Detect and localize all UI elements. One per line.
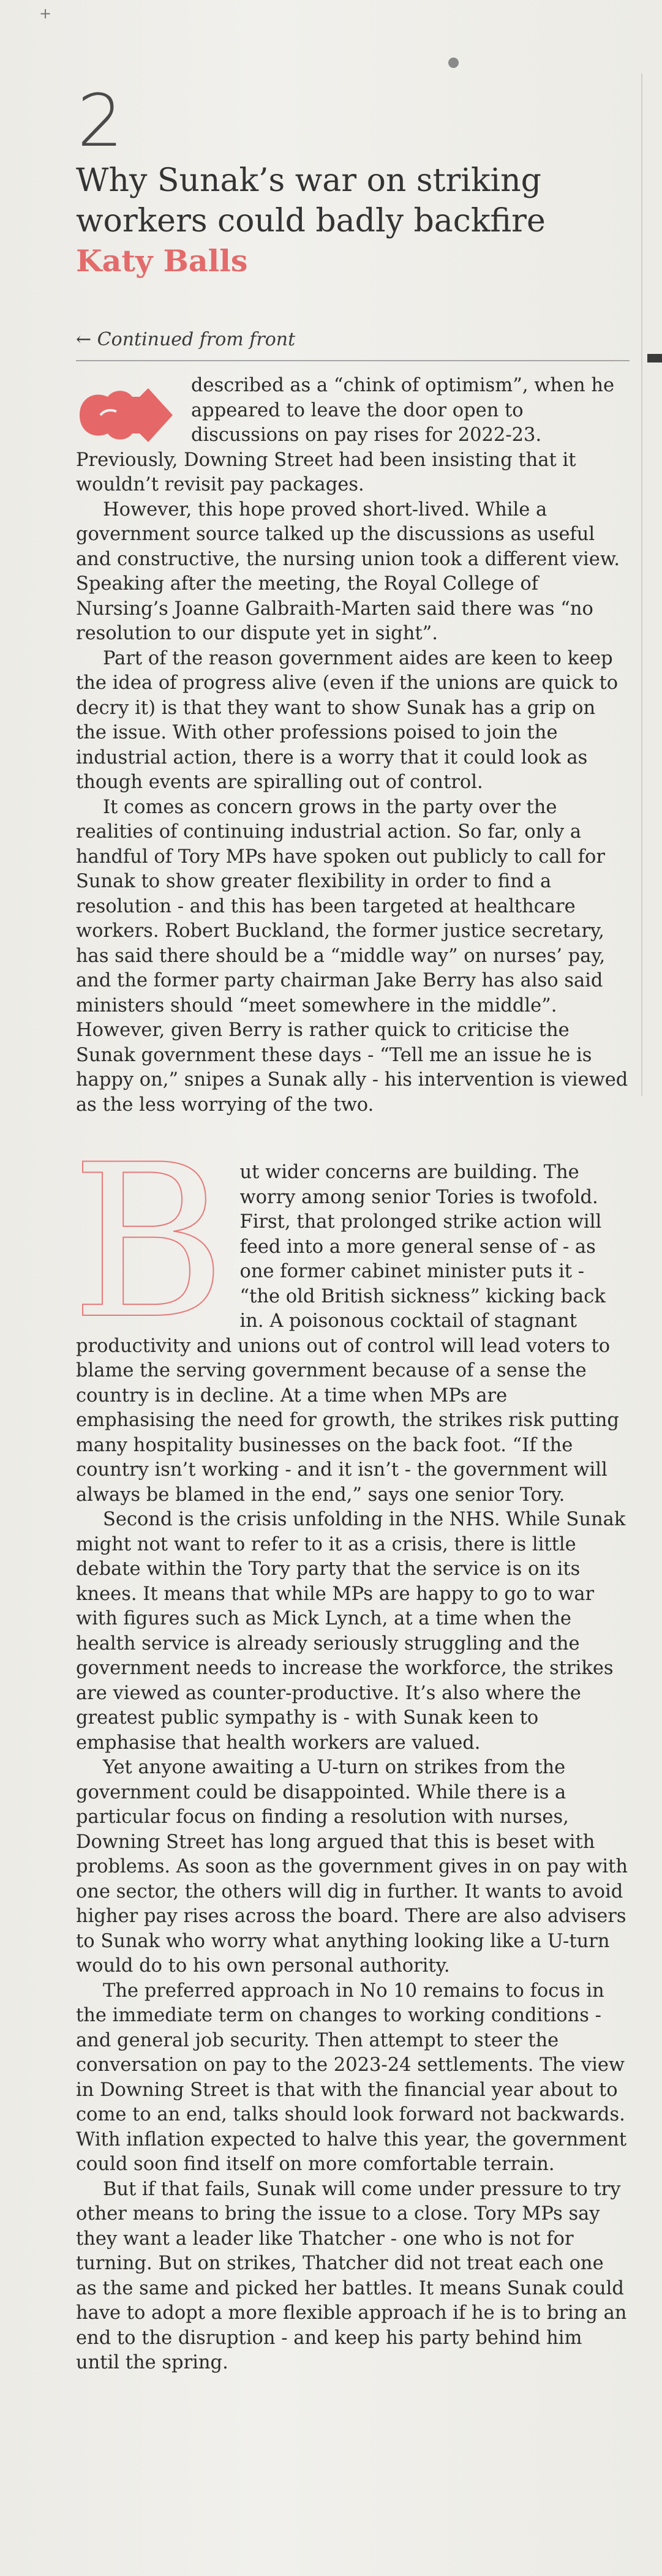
pointing-hand-icon <box>76 385 176 446</box>
paragraph: Yet anyone awaiting a U-turn on strikes from the government could be disappointed. While there is a particular focus on finding a resolution with nurses, Downing Street has long argued that this is beset with problems. As soon as the government gives in on pay with one sector, the others will dig in further. It wants to avoid higher pay rises across the board. There are also advisers to Sunak who worry what anything looking like a U-turn would do to his own personal authority. <box>76 1757 628 1977</box>
paragraph: However, this hope proved short-lived. While a government source talked up the discussions as useful and constructive, the nursing union took a different view. Speaking after the meeting, the Royal College of Nursing’s Joanne Galbraith-Marten said there was “no resolution to our dispute yet in sight”. <box>76 498 620 644</box>
punch-dot <box>448 58 459 68</box>
paragraph: It comes as concern grows in the party over the realities of continuing industrial action. So far, only a handful of Tory MPs have spoken out publicly to call for Sunak to show greater flexibility in order to find a resolution - and this has been targeted at healthcare workers. Robert Buckland, the former justice secretary, has said there should be a “middle way” on nurses’ pay, and the former party chairman Jake Berry has also said ministers should “meet somewhere in the middle”. However, given Berry is rather quick to criticise the Sunak government these days - “Tell me an issue he is happy on,” snipes a Sunak ally - his intervention is viewed as the less worrying of the two. <box>76 796 628 1116</box>
crop-mark-icon: + <box>39 5 52 22</box>
edge-marker <box>647 354 662 362</box>
column-rule <box>641 73 642 1096</box>
paragraph: described as a “chink of optimism”, when he appeared to leave the door open to discussions on pay rises for 2022-23. Previously, Downing Street had been insisting that it wouldn’t revisit pay packages. <box>76 375 615 495</box>
paragraph: B ut wider concerns are building. The worry among senior Tories is twofold. First, that prolonged strike action will feed into a more general sense of - as one former cabinet minister puts it - “the old British sickness” kicking back in. A poisonous cocktail of stagnant productivity and unions out of control will lead voters to blame the serving government because of a sense the country is in decline. At a time when MPs are emphasising the need for growth, the strikes risk putting many hospitality businesses on the back foot. “If the country isn’t working - and it isn’t - the government will always be blamed in the end,” says one senior Tory. <box>71 1120 619 1506</box>
paragraph: The preferred approach in No 10 remains to focus in the immediate term on changes to working conditions - and general job security. Then attempt to steer the conversation on pay to the 2023-24 settlements. The view in Downing Street is that with the financial year about to come to an end, talks should look forward not backwards. With inflation expected to halve this year, the government could soon find itself on more comfortable terrain. <box>76 1980 627 2175</box>
paragraph: Second is the crisis unfolding in the NHS. While Sunak might not want to refer to it as a crisis, there is little debate within the Tory party that the service is on its knees. It means that while MPs are happy to go to war with figures such as Mick Lynch, at a time when the health service is already seriously struggling and the government needs to increase the workforce, the strikes are viewed as counter-productive. It’s also where the greatest public sympathy is - with Sunak keen to emphasise that health workers are valued. <box>76 1509 626 1754</box>
headline: Why Sunak’s war on striking workers could badly backfire <box>76 162 546 239</box>
divider <box>76 360 630 361</box>
continued-from-front: ← Continued from front <box>76 329 296 350</box>
page-number: 2 <box>77 78 124 163</box>
paragraph: But if that fails, Sunak will come under pressure to try other means to bring the issue to a close. Tory MPs say they want a leader like Thatcher - one who is not for turning. But on strikes, Thatcher did not treat each one as the same and picked her battles. It means Sunak could have to adopt a more flexible approach if he is to bring an end to the disruption - and keep his party behind him until the spring. <box>76 2178 627 2373</box>
article-body <box>71 374 630 2376</box>
byline: Katy Balls <box>76 243 248 279</box>
paragraph: Part of the reason government aides are keen to keep the idea of progress alive (even if the unions are quick to decry it) is that they want to show Sunak has a grip on the issue. With other professions poised to join the industrial action, there is a worry that it could look as though events are spiralling out of control. <box>76 647 619 793</box>
dropcap: B <box>71 1120 227 1365</box>
